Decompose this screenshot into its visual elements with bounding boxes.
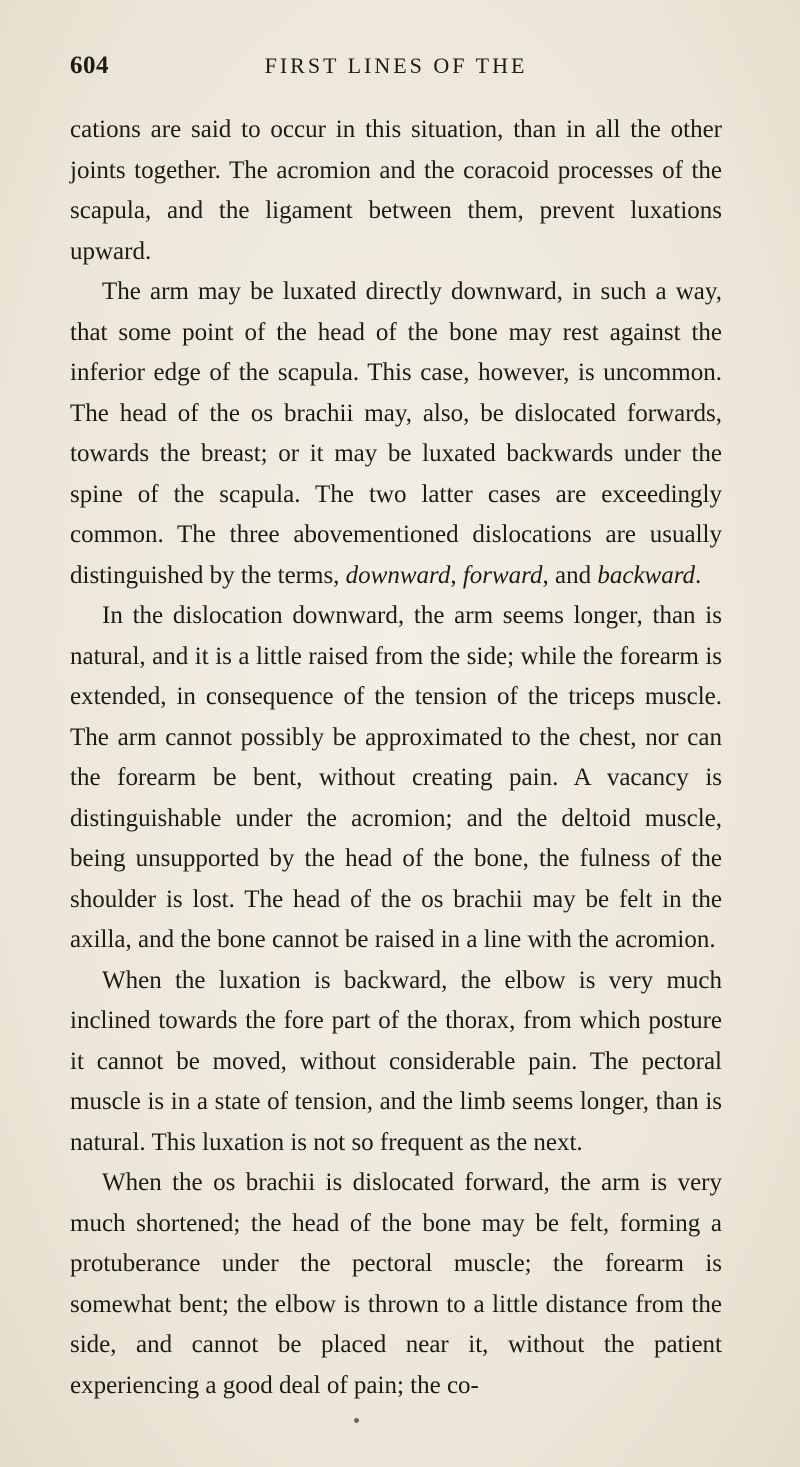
paragraph-dislocation-types — [70, 272, 722, 596]
separator: , — [450, 561, 463, 589]
term-downward: downward — [345, 561, 451, 589]
term-backward: backward — [597, 561, 696, 589]
paragraph-backward: When the luxation is backward, the elbow is very much inclined towards the fore part of the thorax, from which posture it cannot be moved, without considerable pain. The pectoral muscle is in a state of tension, and the limb seems longer, than is natural. This luxation is not so frequent as the next. — [70, 966, 722, 1156]
separator: , and — [542, 561, 598, 589]
body-text — [70, 110, 722, 1406]
paragraph-text: The arm may be luxated directly downward, in such a way, that some point of the head of the bone may rest against the inferior edge of the scapula. This case, however, is uncommon. The head of the os brachii may, also, be dislocated forwards, towards the breast; or it may be luxated backwards under the spine of the scapula. The two latter cases are exceedingly common. The three abovementioned dislocations are usually distinguished by the terms, — [70, 278, 722, 589]
paragraph-continuation: cations are said to occur in this situation, than in all the other joints together. The acromion and the coracoid processes of the scapula, and the ligament between them, prevent luxations upward. — [70, 116, 722, 265]
paragraph-end: . — [695, 561, 702, 589]
page-header — [70, 52, 722, 86]
term-forward: forward — [462, 561, 543, 589]
printer-mark — [354, 1418, 359, 1423]
page-number: 604 — [70, 52, 109, 79]
paragraph-forward: When the os brachii is dislocated forward, the arm is very much shortened; the head of the bone may be felt, forming a protuberance under the pectoral muscle; the forearm is somewhat bent; the elbow is thrown to a little distance from the side, and cannot be placed near it, without the patient experiencing a good deal of pain; the co- — [70, 1169, 722, 1399]
paragraph-downward: In the dislocation downward, the arm seems longer, than is natural, and it is a little raised from the side; while the forearm is extended, in consequence of the tension of the triceps muscle. The arm cannot possibly be approximated to the chest, nor can the forearm be bent, without creating pain. A vacancy is distinguishable under the acromion; and the deltoid muscle, being unsupported by the head of the bone, the fulness of the shoulder is lost. The head of the os brachii may be felt in the axilla, and the bone cannot be raised in a line with the acromion. — [70, 602, 722, 953]
running-title: FIRST LINES OF THE — [264, 53, 528, 78]
